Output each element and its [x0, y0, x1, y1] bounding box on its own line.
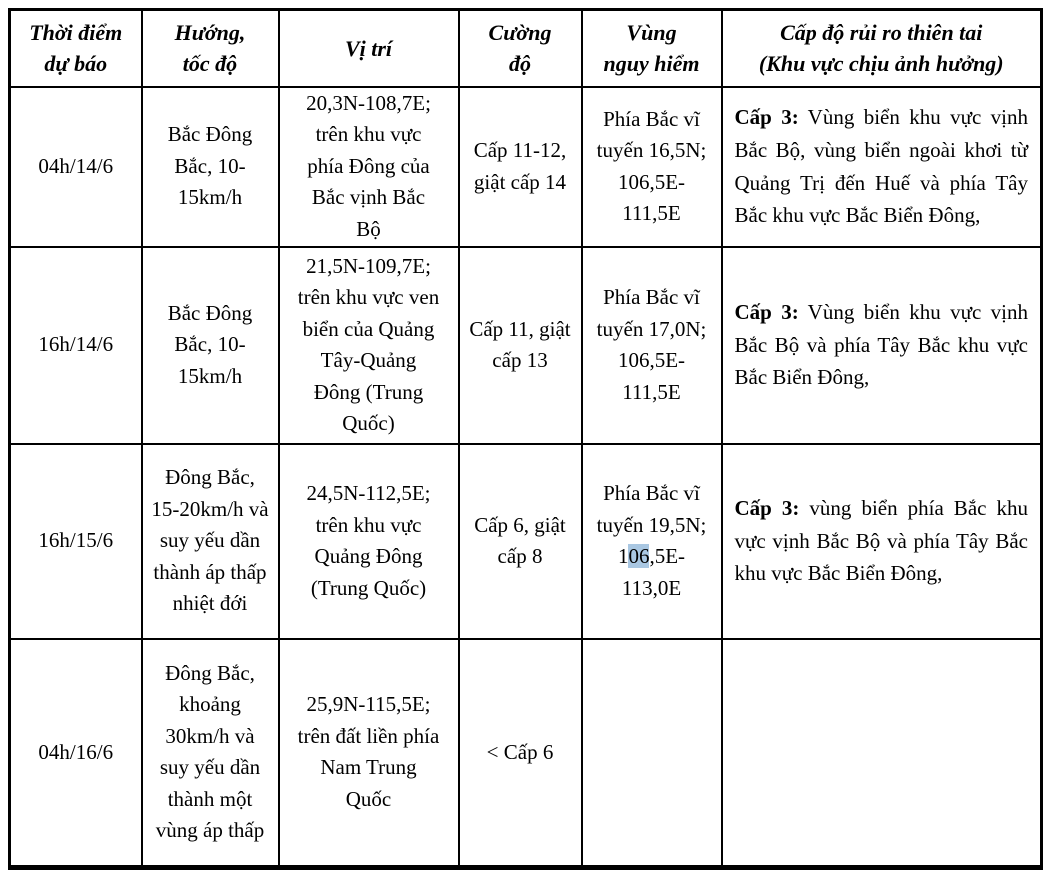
table-row [10, 639, 1042, 868]
cell-forecast-time [10, 87, 142, 247]
position-text: 25,9N-115,5E; trên đất liền phía Nam Trung Quốc [297, 692, 440, 811]
cell-danger-zone [582, 639, 722, 868]
cell-direction-speed [142, 247, 279, 444]
intensity-text: Cấp 11-12, giật cấp 14 [473, 138, 567, 194]
risk-level-prefix: Cấp 3: [734, 300, 799, 325]
cell-position [279, 444, 459, 639]
intensity-text: Cấp 11, giật cấp 13 [469, 316, 571, 372]
cell-intensity [459, 87, 582, 247]
forecast-time-text: 16h/14/6 [38, 332, 114, 357]
direction-speed-text: Đông Bắc, khoảng 30km/h và suy yếu dần thành một vùng áp thấp [155, 660, 265, 843]
header-line: (Khu vực chịu ảnh hưởng) [758, 51, 1004, 77]
header-position [279, 10, 459, 87]
header-line: nguy hiểm [603, 51, 700, 77]
cell-danger-zone [582, 444, 722, 639]
direction-speed-text: Bắc Đông Bắc, 10-15km/h [167, 300, 253, 388]
direction-speed-text: Đông Bắc, 15-20km/h và suy yếu dần thành áp thấp nhiệt đới [151, 465, 269, 616]
position-text: 24,5N-112,5E; trên khu vực Quảng Đông (Trung Quốc) [306, 481, 431, 600]
header-line: tốc độ [182, 51, 238, 77]
table-row [10, 247, 1042, 444]
cell-intensity [459, 639, 582, 868]
risk-level-text: Vùng biển khu vực vịnh Bắc Bộ, vùng biển ngoài khơi từ Quảng Trị đến Huế và phía Tây Bắc khu vực Bắc Biển Đông, [734, 105, 1028, 228]
cell-position [279, 247, 459, 444]
header-line: Thời điểm [29, 20, 123, 46]
cell-direction-speed [142, 87, 279, 247]
cell-danger-zone [582, 247, 722, 444]
header-forecast-time [10, 10, 142, 87]
danger-zone-text: Phía Bắc vĩ tuyến 16,5N; 106,5E-111,5E [596, 106, 707, 225]
cell-danger-zone [582, 87, 722, 247]
table-row [10, 87, 1042, 247]
selection-highlight: 06 [628, 544, 650, 568]
cell-direction-speed [142, 639, 279, 868]
cell-position [279, 87, 459, 247]
forecast-time-text: 16h/15/6 [38, 528, 114, 553]
cell-risk-level [722, 87, 1042, 247]
header-line: Vị trí [344, 35, 393, 61]
header-danger-zone [582, 10, 722, 87]
forecast-time-text: 04h/16/6 [38, 739, 114, 764]
cell-position [279, 639, 459, 868]
cell-risk-level [722, 444, 1042, 639]
cell-forecast-time [10, 247, 142, 444]
header-line: Cường [488, 20, 552, 46]
header-line: Hướng, [174, 20, 246, 46]
header-risk-level [722, 10, 1042, 87]
intensity-text: < Cấp 6 [486, 739, 554, 764]
danger-zone-text: ,5E-113,0E [621, 544, 686, 600]
header-line: dự báo [44, 51, 108, 77]
cell-intensity [459, 444, 582, 639]
direction-speed-text: Bắc Đông Bắc, 10-15km/h [167, 122, 253, 210]
cell-risk-level [722, 247, 1042, 444]
danger-zone-text: Phía Bắc vĩ tuyến 17,0N; 106,5E-111,5E [596, 285, 707, 404]
header-line: Cấp độ rủi ro thiên tai [780, 20, 983, 46]
position-text: 20,3N-108,7E; trên khu vực phía Đông của Bắc vịnh Bắc Bộ [306, 90, 431, 241]
cell-intensity [459, 247, 582, 444]
header-intensity [459, 10, 582, 87]
position-text: 21,5N-109,7E; trên khu vực ven biển của Quảng Tây-Quảng Đông (Trung Quốc) [297, 253, 440, 435]
header-direction-speed [142, 10, 279, 87]
risk-level-text: vùng biển phía Bắc khu vực vịnh Bắc Bộ và phía Tây Bắc khu vực Bắc Biển Đông, [734, 496, 1028, 586]
forecast-table [8, 8, 1043, 870]
risk-level-text: Vùng biển khu vực vịnh Bắc Bộ và phía Tây Bắc khu vực Bắc Biển Đông, [734, 300, 1028, 390]
forecast-time-text: 04h/14/6 [38, 153, 114, 178]
danger-zone-text: Phía Bắc vĩ tuyến 19,5N; 1 [596, 481, 707, 568]
header-line: Vùng [626, 20, 677, 46]
table-row [10, 444, 1042, 639]
cell-direction-speed [142, 444, 279, 639]
risk-level-prefix: Cấp 3: [734, 105, 799, 130]
header-row [10, 10, 1042, 87]
risk-level-prefix: Cấp 3: [734, 496, 800, 521]
cell-forecast-time [10, 639, 142, 868]
cell-risk-level [722, 639, 1042, 868]
header-line: độ [509, 51, 531, 77]
cell-forecast-time [10, 444, 142, 639]
intensity-text: Cấp 6, giật cấp 8 [474, 512, 566, 568]
